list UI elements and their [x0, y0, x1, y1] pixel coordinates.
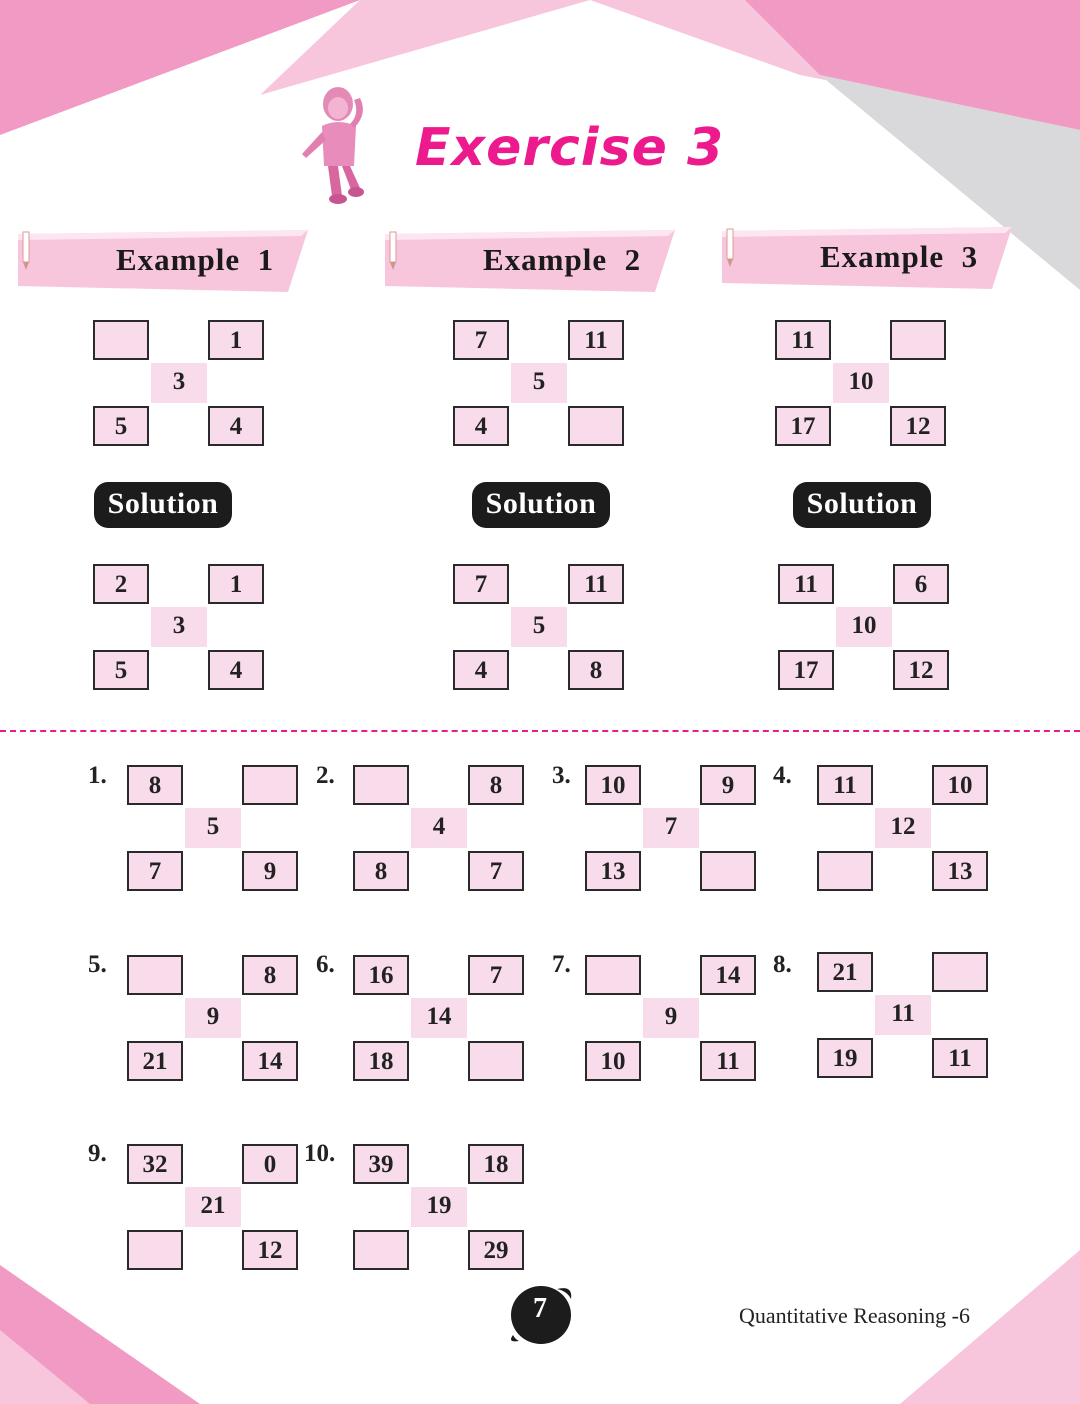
cell-bottom-left[interactable]: [817, 851, 873, 891]
question-10-puzzle: [353, 1144, 528, 1274]
solution-badge: Solution: [94, 482, 232, 528]
cell-bottom-right: 11: [700, 1041, 756, 1081]
cell-top-right: 18: [468, 1144, 524, 1184]
page-number-badge: [505, 1283, 575, 1345]
cell-bottom-left: 4: [453, 406, 509, 446]
cell-bottom-left: 18: [353, 1041, 409, 1081]
cell-center: 9: [643, 998, 699, 1038]
cell-bottom-left[interactable]: [127, 1230, 183, 1270]
question-4-puzzle: [817, 765, 992, 895]
cell-center: 7: [643, 808, 699, 848]
cell-center: 9: [185, 998, 241, 1038]
cell-top-left: [93, 320, 149, 360]
cell-top-right: 9: [700, 765, 756, 805]
question-5-puzzle: [127, 955, 302, 1085]
cell-bottom-left[interactable]: [353, 1230, 409, 1270]
example-label: Example: [483, 242, 608, 277]
cell-center: 5: [511, 607, 567, 647]
page-title: Exercise 3: [415, 118, 725, 178]
example-number: 3: [961, 239, 979, 274]
cell-center: 12: [875, 808, 931, 848]
question-number: 4.: [773, 762, 792, 789]
cell-top-right: 8: [242, 955, 298, 995]
example-2-solution: [453, 564, 628, 694]
cell-bottom-left: 5: [93, 406, 149, 446]
question-number: 9.: [88, 1140, 107, 1167]
cell-bottom-right: 12: [890, 406, 946, 446]
solution-badge: Solution: [472, 482, 610, 528]
cell-bottom-left: 17: [778, 650, 834, 690]
pencil-icon: [722, 227, 738, 269]
cell-center: 10: [836, 607, 892, 647]
question-1-puzzle: [127, 765, 302, 895]
question-number: 10.: [304, 1140, 336, 1167]
cell-center: 10: [833, 363, 889, 403]
cell-top-left: 11: [817, 765, 873, 805]
cell-bottom-left: 10: [585, 1041, 641, 1081]
cell-top-right: 1: [208, 320, 264, 360]
cell-bottom-right: 9: [242, 851, 298, 891]
cell-bottom-left: 4: [453, 650, 509, 690]
girl-mascot-icon: [298, 84, 373, 209]
cell-top-right[interactable]: [932, 952, 988, 992]
example-number: 2: [624, 242, 642, 277]
cell-top-left: 7: [453, 564, 509, 604]
cell-top-left: 11: [778, 564, 834, 604]
cell-center: 3: [151, 607, 207, 647]
cell-top-left: 8: [127, 765, 183, 805]
question-number: 2.: [316, 762, 335, 789]
cell-bottom-left: 17: [775, 406, 831, 446]
cell-top-left[interactable]: [127, 955, 183, 995]
cell-center: 14: [411, 998, 467, 1038]
cell-top-right: 11: [568, 564, 624, 604]
cell-top-left: 32: [127, 1144, 183, 1184]
question-2-puzzle: [353, 765, 528, 895]
question-number: 6.: [316, 951, 335, 978]
cell-bottom-left: 13: [585, 851, 641, 891]
cell-top-left[interactable]: [585, 955, 641, 995]
example-2-banner: [385, 230, 675, 292]
cell-top-right: 11: [568, 320, 624, 360]
page-number: 7: [533, 1293, 547, 1324]
cell-center: 4: [411, 808, 467, 848]
question-number: 7.: [552, 951, 571, 978]
cell-bottom-right: 4: [208, 406, 264, 446]
cell-center: 5: [511, 363, 567, 403]
question-9-puzzle: [127, 1144, 302, 1274]
solution-badge: Solution: [793, 482, 931, 528]
cell-top-right: 0: [242, 1144, 298, 1184]
example-1-banner: [18, 230, 308, 292]
cell-top-right: 6: [893, 564, 949, 604]
example-1-puzzle: [93, 320, 268, 450]
cell-top-right: [890, 320, 946, 360]
dashed-divider: [0, 730, 1080, 732]
cell-top-left: 21: [817, 952, 873, 992]
cell-bottom-left: 7: [127, 851, 183, 891]
question-number: 8.: [773, 951, 792, 978]
cell-bottom-right: 12: [242, 1230, 298, 1270]
cell-bottom-left: 5: [93, 650, 149, 690]
cell-top-left: 16: [353, 955, 409, 995]
cell-bottom-right: 29: [468, 1230, 524, 1270]
cell-bottom-right[interactable]: [700, 851, 756, 891]
cell-bottom-right: 7: [468, 851, 524, 891]
cell-top-right[interactable]: [242, 765, 298, 805]
cell-bottom-right: 14: [242, 1041, 298, 1081]
cell-top-left: 2: [93, 564, 149, 604]
cell-center: 19: [411, 1187, 467, 1227]
cell-bottom-left: 21: [127, 1041, 183, 1081]
cell-top-right: 1: [208, 564, 264, 604]
cell-bottom-right: [568, 406, 624, 446]
example-3-solution: [778, 564, 953, 694]
example-label: Example: [116, 242, 241, 277]
cell-center: 21: [185, 1187, 241, 1227]
cell-top-right: 8: [468, 765, 524, 805]
cell-bottom-left: 8: [353, 851, 409, 891]
example-2-puzzle: [453, 320, 628, 450]
example-3-banner: [722, 227, 1012, 289]
cell-top-left: 39: [353, 1144, 409, 1184]
pencil-icon: [18, 230, 34, 272]
example-3-puzzle: [775, 320, 950, 450]
cell-bottom-right: 12: [893, 650, 949, 690]
cell-bottom-left: 19: [817, 1038, 873, 1078]
question-number: 1.: [88, 762, 107, 789]
cell-bottom-right: 4: [208, 650, 264, 690]
question-7-puzzle: [585, 955, 760, 1085]
question-number: 3.: [552, 762, 571, 789]
question-8-puzzle: [817, 952, 992, 1082]
question-number: 5.: [88, 951, 107, 978]
cell-top-right: 10: [932, 765, 988, 805]
cell-bottom-right: 8: [568, 650, 624, 690]
example-label: Example: [820, 239, 945, 274]
cell-top-left: 7: [453, 320, 509, 360]
cell-top-left: 11: [775, 320, 831, 360]
example-1-solution: [93, 564, 268, 694]
cell-bottom-right: 11: [932, 1038, 988, 1078]
cell-top-right: 14: [700, 955, 756, 995]
cell-center: 3: [151, 363, 207, 403]
cell-top-left[interactable]: [353, 765, 409, 805]
question-6-puzzle: [353, 955, 528, 1085]
cell-bottom-right[interactable]: [468, 1041, 524, 1081]
cell-center: 5: [185, 808, 241, 848]
cell-top-left: 10: [585, 765, 641, 805]
question-3-puzzle: [585, 765, 760, 895]
cell-bottom-right: 13: [932, 851, 988, 891]
pencil-icon: [385, 230, 401, 272]
footer-book-title: Quantitative Reasoning -6: [739, 1303, 970, 1328]
example-number: 1: [257, 242, 275, 277]
cell-top-right: 7: [468, 955, 524, 995]
cell-center: 11: [875, 995, 931, 1035]
